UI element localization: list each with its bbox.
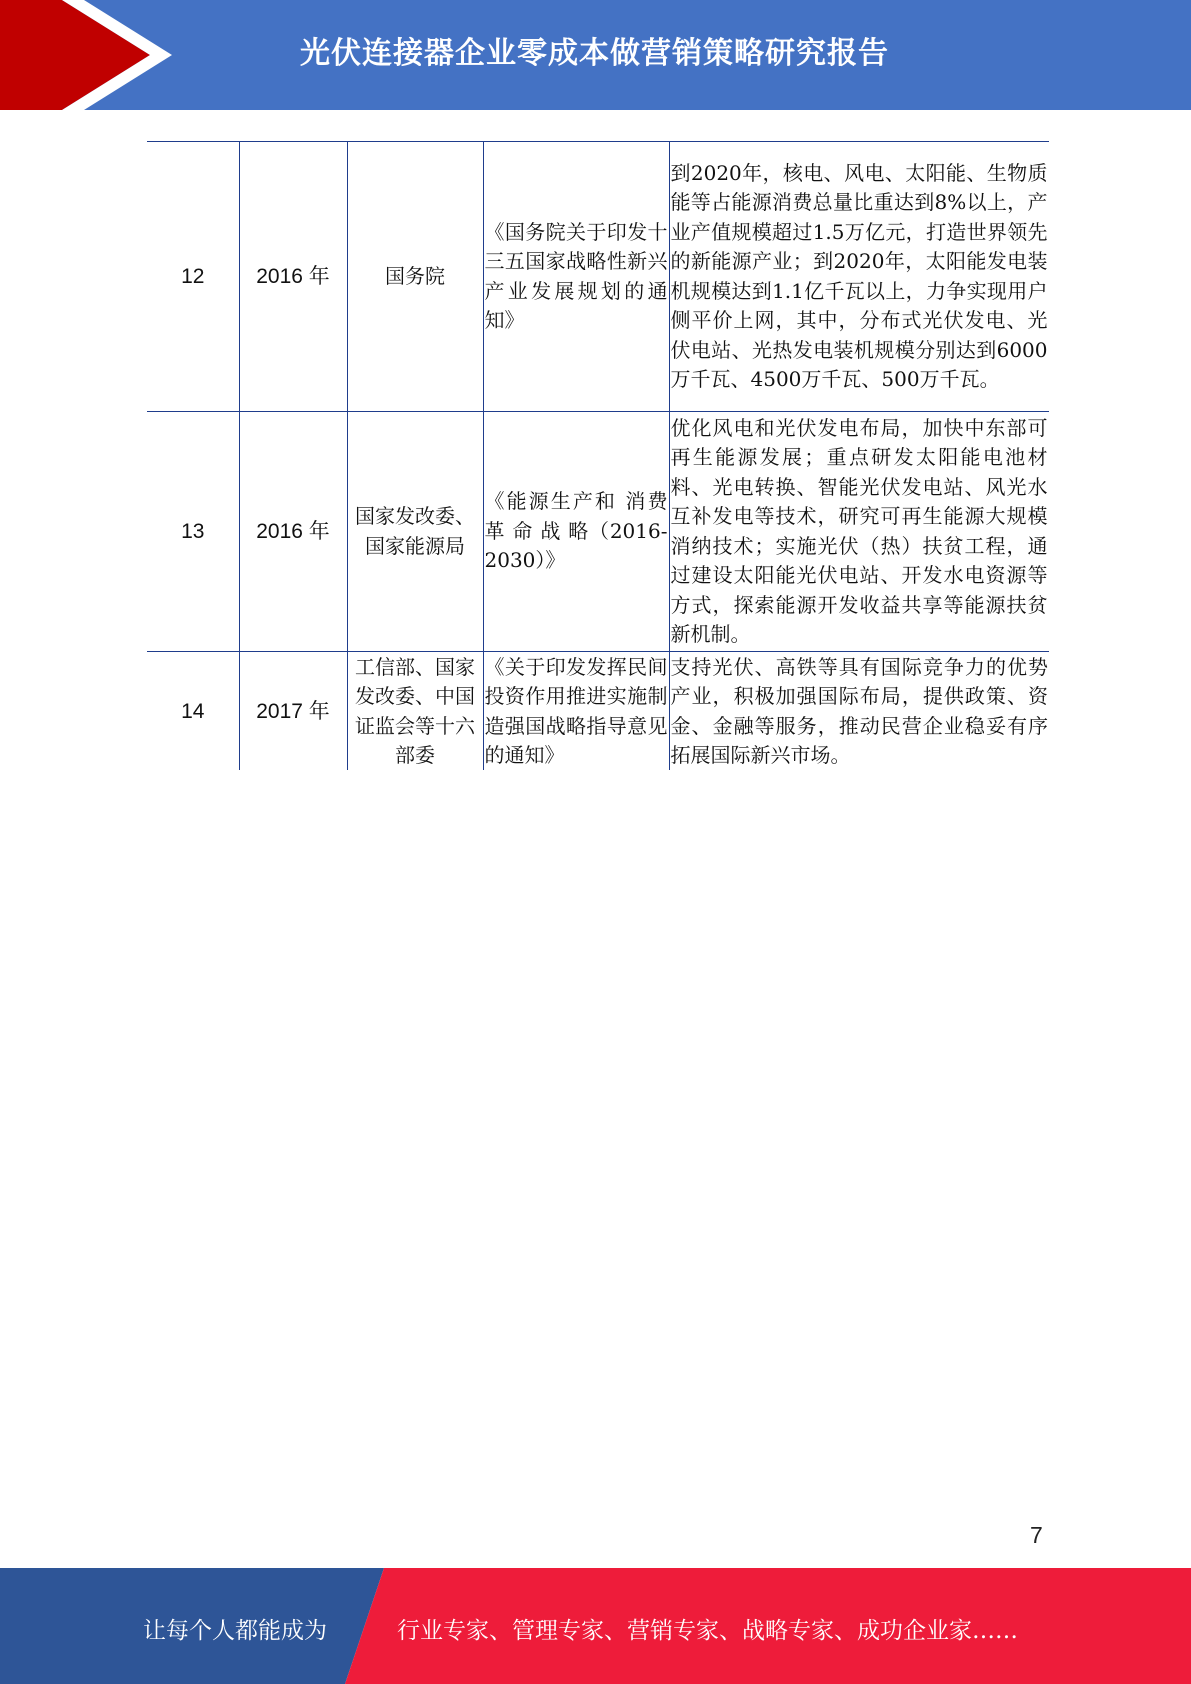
footer-slogan-left: 让每个人都能成为: [143, 1618, 327, 1644]
row-year: 2016 年: [239, 142, 347, 412]
row-department: 工信部、国家发改委、中国证监会等十六部委: [347, 652, 483, 771]
row-department: 国家发改委、国家能源局: [347, 412, 483, 652]
page-footer: [0, 1568, 1191, 1684]
table-row: [147, 142, 1049, 412]
row-document: 《国务院关于印发十三五国家战略性新兴产业发展规划的通知》: [483, 142, 669, 412]
page-number: 7: [1030, 1522, 1043, 1548]
row-number: 12: [147, 142, 239, 412]
footer-slogan-right: 行业专家、管理专家、营销专家、战略专家、成功企业家……: [397, 1618, 1018, 1644]
row-content: 支持光伏、高铁等具有国际竞争力的优势产业，积极加强国际布局，提供政策、资金、金融等服务，推动民营企业稳妥有序拓展国际新兴市场。: [669, 652, 1049, 771]
page-header: [0, 0, 1191, 110]
row-number: 13: [147, 412, 239, 652]
table-row: [147, 412, 1049, 652]
row-content: 优化风电和光伏发电布局，加快中东部可再生能源发展；重点研发太阳能电池材料、光电转换、智能光伏发电站、风光水互补发电等技术，研究可再生能源大规模消纳技术；实施光伏（热）扶贫工程，通过建设太阳能光伏电站、开发水电资源等方式，探索能源开发收益共享等能源扶贫新机制。: [669, 412, 1049, 652]
row-department: 国务院: [347, 142, 483, 412]
policy-table-container: [147, 141, 1049, 770]
row-number: 14: [147, 652, 239, 771]
header-red-chevron: [0, 0, 150, 110]
row-document: 《关于印发发挥民间投资作用推进实施制造强国战略指导意见的通知》: [483, 652, 669, 771]
report-title: 光伏连接器企业零成本做营销策略研究报告: [300, 36, 889, 71]
row-document: 《能源生产和 消费 革 命 战 略（2016-2030）》: [483, 412, 669, 652]
row-year: 2016 年: [239, 412, 347, 652]
policy-table: [147, 141, 1049, 770]
row-year: 2017 年: [239, 652, 347, 771]
row-content: 到2020年，核电、风电、太阳能、生物质能等占能源消费总量比重达到8%以上，产业产值规模超过1.5万亿元，打造世界领先的新能源产业；到2020年，太阳能发电装机规模达到1.1亿千瓦以上，力争实现用户侧平价上网，其中，分布式光伏发电、光伏电站、光热发电装机规模分别达到6000万千瓦、4500万千瓦、500万千瓦。: [669, 142, 1049, 412]
table-row: [147, 652, 1049, 771]
